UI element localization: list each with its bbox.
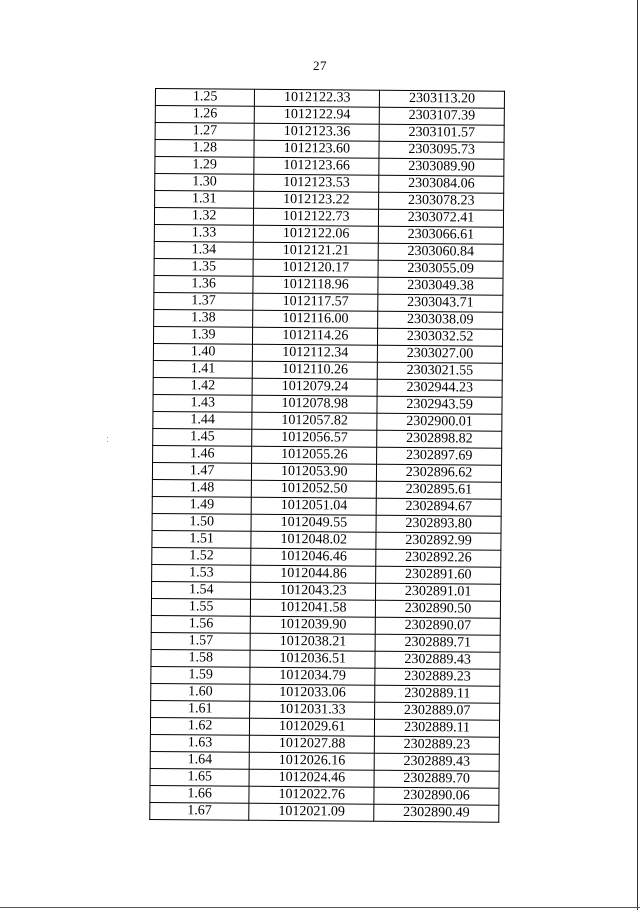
y-coordinate-cell: 2302889.43 bbox=[374, 753, 499, 771]
y-coordinate-cell: 2302889.11 bbox=[375, 685, 500, 703]
y-coordinate-cell: 2302890.50 bbox=[376, 600, 501, 618]
table-row bbox=[150, 734, 499, 754]
point-id-cell: 1.62 bbox=[150, 717, 250, 735]
y-coordinate-cell: 2303049.38 bbox=[378, 277, 503, 295]
point-id-cell: 1.28 bbox=[155, 140, 255, 158]
point-id-cell: 1.34 bbox=[154, 241, 254, 259]
y-coordinate-cell: 2303089.90 bbox=[379, 158, 504, 176]
point-id-cell: 1.35 bbox=[154, 258, 254, 276]
x-coordinate-cell: 1012021.09 bbox=[249, 803, 374, 821]
x-coordinate-cell: 1012027.88 bbox=[250, 735, 375, 753]
point-id-cell: 1.57 bbox=[151, 632, 251, 650]
table-row bbox=[152, 547, 501, 567]
y-coordinate-cell: 2302895.61 bbox=[376, 481, 501, 499]
table-row bbox=[151, 615, 500, 635]
point-id-cell: 1.51 bbox=[152, 530, 252, 548]
y-coordinate-cell: 2303095.73 bbox=[379, 141, 504, 159]
y-coordinate-cell: 2303084.06 bbox=[379, 175, 504, 193]
x-coordinate-cell: 1012052.50 bbox=[252, 480, 377, 498]
table-row bbox=[153, 445, 502, 465]
table-row bbox=[155, 140, 504, 160]
y-coordinate-cell: 2302889.70 bbox=[374, 770, 499, 788]
table-row bbox=[151, 700, 500, 720]
table-row bbox=[155, 157, 504, 177]
x-coordinate-cell: 1012120.17 bbox=[253, 259, 378, 277]
table-row bbox=[150, 751, 499, 771]
x-coordinate-cell: 1012112.34 bbox=[253, 344, 378, 362]
scan-speck bbox=[107, 441, 108, 442]
point-id-cell: 1.42 bbox=[153, 377, 253, 395]
y-coordinate-cell: 2302889.07 bbox=[375, 702, 500, 720]
y-coordinate-cell: 2302944.23 bbox=[377, 379, 502, 397]
y-coordinate-cell: 2302900.01 bbox=[377, 413, 502, 431]
x-coordinate-cell: 1012041.58 bbox=[251, 599, 376, 617]
point-id-cell: 1.41 bbox=[153, 360, 253, 378]
table-row bbox=[151, 683, 500, 703]
y-coordinate-cell: 2302889.71 bbox=[375, 634, 500, 652]
page-edge-right bbox=[637, 0, 638, 910]
y-coordinate-cell: 2303113.20 bbox=[380, 90, 505, 108]
x-coordinate-cell: 1012117.57 bbox=[253, 293, 378, 311]
y-coordinate-cell: 2303072.41 bbox=[379, 209, 504, 227]
y-coordinate-cell: 2302890.49 bbox=[374, 804, 499, 822]
point-id-cell: 1.27 bbox=[155, 123, 255, 141]
table-row bbox=[155, 191, 504, 211]
point-id-cell: 1.54 bbox=[151, 581, 251, 599]
x-coordinate-cell: 1012034.79 bbox=[250, 667, 375, 685]
x-coordinate-cell: 1012122.73 bbox=[254, 208, 379, 226]
y-coordinate-cell: 2302889.23 bbox=[374, 736, 499, 754]
y-coordinate-cell: 2303038.09 bbox=[378, 311, 503, 329]
y-coordinate-cell: 2303066.61 bbox=[378, 226, 503, 244]
x-coordinate-cell: 1012122.06 bbox=[254, 225, 379, 243]
table-row bbox=[152, 513, 501, 533]
y-coordinate-cell: 2302893.80 bbox=[376, 515, 501, 533]
y-coordinate-cell: 2302890.07 bbox=[375, 617, 500, 635]
table-row bbox=[151, 581, 500, 601]
point-id-cell: 1.37 bbox=[154, 292, 254, 310]
x-coordinate-cell: 1012029.61 bbox=[250, 718, 375, 736]
table-row bbox=[150, 785, 499, 805]
x-coordinate-cell: 1012057.82 bbox=[252, 412, 377, 430]
y-coordinate-cell: 2302898.82 bbox=[377, 430, 502, 448]
point-id-cell: 1.53 bbox=[152, 564, 252, 582]
x-coordinate-cell: 1012048.02 bbox=[251, 531, 376, 549]
x-coordinate-cell: 1012123.60 bbox=[254, 140, 379, 158]
x-coordinate-cell: 1012079.24 bbox=[253, 378, 378, 396]
y-coordinate-cell: 2303055.09 bbox=[378, 260, 503, 278]
table-row bbox=[154, 258, 503, 278]
x-coordinate-cell: 1012053.90 bbox=[252, 463, 377, 481]
table-row bbox=[155, 174, 504, 194]
table-row bbox=[153, 326, 502, 346]
y-coordinate-cell: 2302892.26 bbox=[376, 549, 501, 567]
point-id-cell: 1.45 bbox=[153, 428, 253, 446]
x-coordinate-cell: 1012121.21 bbox=[254, 242, 379, 260]
y-coordinate-cell: 2303107.39 bbox=[379, 107, 504, 125]
table-row bbox=[152, 479, 501, 499]
table-row bbox=[150, 768, 499, 788]
table-row bbox=[154, 224, 503, 244]
table-row bbox=[154, 292, 503, 312]
point-id-cell: 1.38 bbox=[154, 309, 254, 327]
point-id-cell: 1.48 bbox=[152, 479, 252, 497]
point-id-cell: 1.46 bbox=[153, 445, 253, 463]
point-id-cell: 1.44 bbox=[153, 411, 253, 429]
point-id-cell: 1.26 bbox=[155, 106, 255, 124]
point-id-cell: 1.40 bbox=[153, 343, 253, 361]
table-row bbox=[150, 717, 499, 737]
table-row bbox=[153, 377, 502, 397]
y-coordinate-cell: 2303043.71 bbox=[378, 294, 503, 312]
table-row bbox=[152, 564, 501, 584]
x-coordinate-cell: 1012116.00 bbox=[253, 310, 378, 328]
x-coordinate-cell: 1012051.04 bbox=[252, 497, 377, 515]
table-row bbox=[154, 275, 503, 295]
table-row bbox=[155, 106, 504, 126]
x-coordinate-cell: 1012038.21 bbox=[251, 633, 376, 651]
point-id-cell: 1.49 bbox=[152, 496, 252, 514]
table-row bbox=[152, 530, 501, 550]
point-id-cell: 1.50 bbox=[152, 513, 252, 531]
point-id-cell: 1.58 bbox=[151, 649, 251, 667]
table-row bbox=[155, 123, 504, 143]
x-coordinate-cell: 1012024.46 bbox=[249, 769, 374, 787]
point-id-cell: 1.56 bbox=[151, 615, 251, 633]
x-coordinate-cell: 1012026.16 bbox=[250, 752, 375, 770]
point-id-cell: 1.30 bbox=[155, 174, 255, 192]
table-row bbox=[154, 309, 503, 329]
x-coordinate-cell: 1012114.26 bbox=[253, 327, 378, 345]
x-coordinate-cell: 1012043.23 bbox=[251, 582, 376, 600]
point-id-cell: 1.25 bbox=[155, 89, 255, 107]
point-id-cell: 1.33 bbox=[154, 224, 254, 242]
x-coordinate-cell: 1012122.94 bbox=[255, 106, 380, 124]
point-id-cell: 1.47 bbox=[152, 462, 252, 480]
point-id-cell: 1.65 bbox=[150, 768, 250, 786]
table-row bbox=[153, 343, 502, 363]
point-id-cell: 1.43 bbox=[153, 394, 253, 412]
x-coordinate-cell: 1012123.53 bbox=[254, 174, 379, 192]
x-coordinate-cell: 1012031.33 bbox=[250, 701, 375, 719]
y-coordinate-cell: 2302897.69 bbox=[377, 447, 502, 465]
table-row bbox=[154, 241, 503, 261]
table-row bbox=[151, 649, 500, 669]
table-row bbox=[150, 802, 499, 822]
page-edge-bottom bbox=[0, 907, 640, 908]
table-row bbox=[151, 632, 500, 652]
x-coordinate-cell: 1012033.06 bbox=[250, 684, 375, 702]
y-coordinate-cell: 2303032.52 bbox=[378, 328, 503, 346]
y-coordinate-cell: 2303078.23 bbox=[379, 192, 504, 210]
x-coordinate-cell: 1012039.90 bbox=[251, 616, 376, 634]
y-coordinate-cell: 2302892.99 bbox=[376, 532, 501, 550]
y-coordinate-cell: 2302891.60 bbox=[376, 566, 501, 584]
x-coordinate-cell: 1012046.46 bbox=[251, 548, 376, 566]
y-coordinate-cell: 2303021.55 bbox=[377, 362, 502, 380]
y-coordinate-cell: 2302894.67 bbox=[376, 498, 501, 516]
y-coordinate-cell: 2302889.23 bbox=[375, 668, 500, 686]
point-id-cell: 1.55 bbox=[151, 598, 251, 616]
point-id-cell: 1.64 bbox=[150, 751, 250, 769]
x-coordinate-cell: 1012118.96 bbox=[253, 276, 378, 294]
page-number: 27 bbox=[313, 58, 327, 73]
point-id-cell: 1.36 bbox=[154, 275, 254, 293]
x-coordinate-cell: 1012022.76 bbox=[249, 786, 374, 804]
point-id-cell: 1.63 bbox=[150, 734, 250, 752]
point-id-cell: 1.39 bbox=[153, 326, 253, 344]
x-coordinate-cell: 1012110.26 bbox=[253, 361, 378, 379]
x-coordinate-cell: 1012122.33 bbox=[255, 89, 380, 107]
y-coordinate-cell: 2302889.11 bbox=[375, 719, 500, 737]
y-coordinate-cell: 2302943.59 bbox=[377, 396, 502, 414]
x-coordinate-cell: 1012078.98 bbox=[252, 395, 377, 413]
y-coordinate-cell: 2302889.43 bbox=[375, 651, 500, 669]
point-id-cell: 1.32 bbox=[154, 208, 254, 226]
table-row bbox=[151, 598, 500, 618]
y-coordinate-cell: 2302890.06 bbox=[374, 787, 499, 805]
table-row bbox=[153, 394, 502, 414]
y-coordinate-cell: 2302891.01 bbox=[376, 583, 501, 601]
table-row bbox=[155, 89, 504, 109]
x-coordinate-cell: 1012123.36 bbox=[255, 123, 380, 141]
point-id-cell: 1.59 bbox=[151, 666, 251, 684]
x-coordinate-cell: 1012056.57 bbox=[252, 429, 377, 447]
y-coordinate-cell: 2303027.00 bbox=[378, 345, 503, 363]
table-row bbox=[151, 666, 500, 686]
y-coordinate-cell: 2303101.57 bbox=[379, 124, 504, 142]
x-coordinate-cell: 1012049.55 bbox=[251, 514, 376, 532]
point-id-cell: 1.61 bbox=[151, 700, 251, 718]
table-row bbox=[152, 496, 501, 516]
point-id-cell: 1.31 bbox=[155, 191, 255, 209]
point-id-cell: 1.66 bbox=[150, 785, 250, 803]
x-coordinate-cell: 1012055.26 bbox=[252, 446, 377, 464]
scan-speck bbox=[107, 437, 108, 438]
table-row bbox=[152, 462, 501, 482]
point-id-cell: 1.52 bbox=[152, 547, 252, 565]
x-coordinate-cell: 1012036.51 bbox=[250, 650, 375, 668]
table-row bbox=[154, 208, 503, 228]
table-row bbox=[153, 411, 502, 431]
coordinate-table bbox=[149, 88, 505, 823]
x-coordinate-cell: 1012123.66 bbox=[254, 157, 379, 175]
coordinate-table-body bbox=[150, 89, 505, 823]
x-coordinate-cell: 1012123.22 bbox=[254, 191, 379, 209]
x-coordinate-cell: 1012044.86 bbox=[251, 565, 376, 583]
y-coordinate-cell: 2303060.84 bbox=[378, 243, 503, 261]
point-id-cell: 1.60 bbox=[151, 683, 251, 701]
point-id-cell: 1.67 bbox=[150, 802, 250, 820]
table-row bbox=[153, 428, 502, 448]
y-coordinate-cell: 2302896.62 bbox=[377, 464, 502, 482]
table-row bbox=[153, 360, 502, 380]
point-id-cell: 1.29 bbox=[155, 157, 255, 175]
